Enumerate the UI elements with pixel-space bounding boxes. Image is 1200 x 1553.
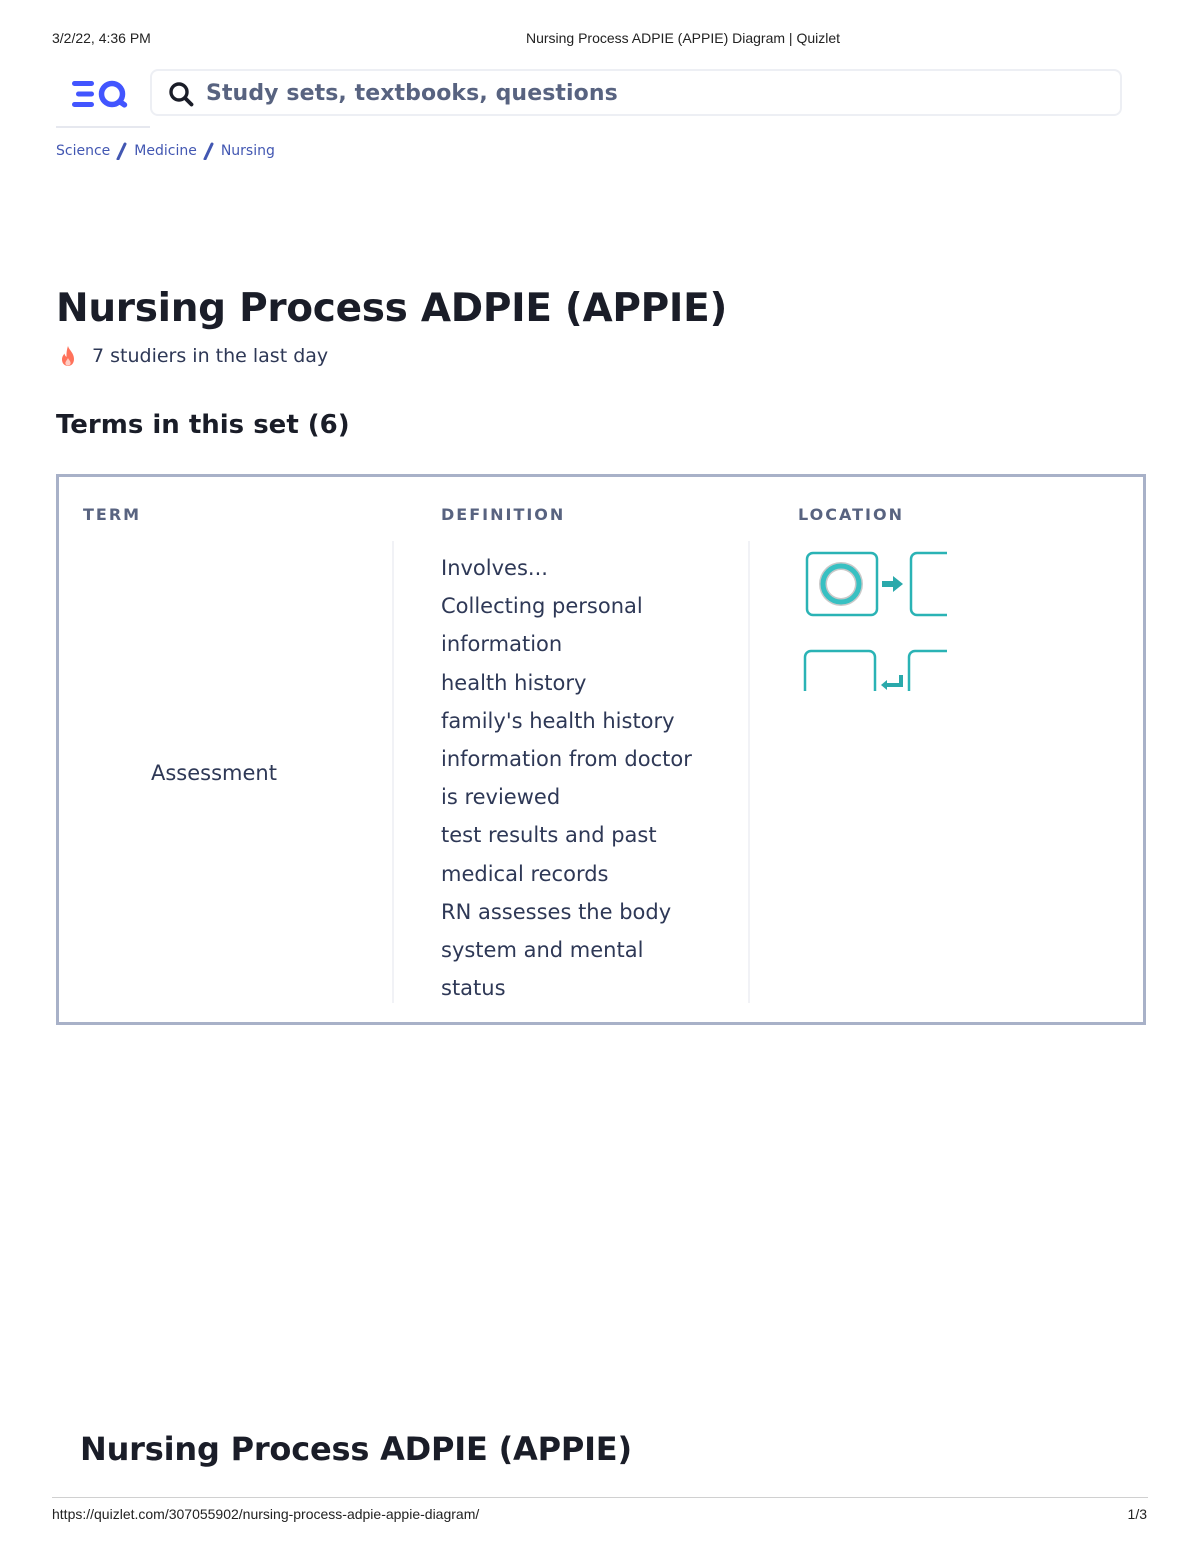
search-bar[interactable] [150, 69, 1122, 116]
breadcrumb-medicine[interactable]: Medicine [134, 143, 197, 159]
studiers-text: 7 studiers in the last day [92, 345, 329, 367]
definition-cell [441, 549, 692, 1007]
definition-line: is reviewed [441, 785, 561, 810]
definition-line: Involves... [441, 556, 548, 580]
next-page-title: Nursing Process ADPIE (APPIE) [80, 1430, 632, 1468]
print-url: https://quizlet.com/307055902/nursing-process-adpie-appie-diagram/ [52, 1506, 480, 1522]
breadcrumb-nursing[interactable]: Nursing [220, 143, 275, 159]
slash-separator-icon [114, 142, 130, 160]
page-title: Nursing Process ADPIE (APPIE) [56, 286, 727, 331]
definition-line: information [441, 632, 563, 657]
breadcrumb-science[interactable]: Science [56, 143, 111, 159]
definition-line: test results and past [441, 823, 657, 848]
definition-line: health history [441, 670, 587, 695]
term-cell: Assessment [151, 761, 277, 785]
definition-line: status [441, 976, 506, 1001]
definition-line: system and mental [441, 938, 644, 963]
location-diagram-thumbnail[interactable] [797, 539, 947, 691]
terms-heading: Terms in this set (6) [56, 410, 350, 440]
fire-icon [58, 345, 78, 367]
breadcrumb [56, 142, 275, 160]
definition-line: family's health history [441, 708, 675, 733]
footer-divider [52, 1497, 1148, 1498]
search-placeholder: Study sets, textbooks, questions [206, 81, 618, 106]
column-divider [748, 541, 750, 1003]
definition-line: medical records [441, 861, 609, 886]
quizlet-logo[interactable] [72, 78, 132, 110]
slash-separator-icon [201, 142, 217, 160]
column-divider [392, 541, 394, 1003]
studiers-stat [58, 345, 328, 367]
print-date: 3/2/22, 4:36 PM [52, 30, 151, 46]
terms-table [56, 474, 1146, 1025]
column-header-location: LOCATION [798, 505, 904, 524]
column-header-definition: DEFINITION [441, 505, 566, 524]
definition-line: RN assesses the body [441, 899, 672, 924]
definition-line: Collecting personal [441, 594, 643, 619]
search-icon [168, 81, 194, 107]
print-page-number: 1/3 [1127, 1506, 1147, 1522]
column-header-term: TERM [83, 505, 142, 524]
print-doc-title: Nursing Process ADPIE (APPIE) Diagram | Quizlet [525, 30, 841, 46]
logo-underline [56, 126, 150, 128]
definition-line: information from doctor [441, 747, 692, 772]
print-header [0, 30, 1200, 50]
